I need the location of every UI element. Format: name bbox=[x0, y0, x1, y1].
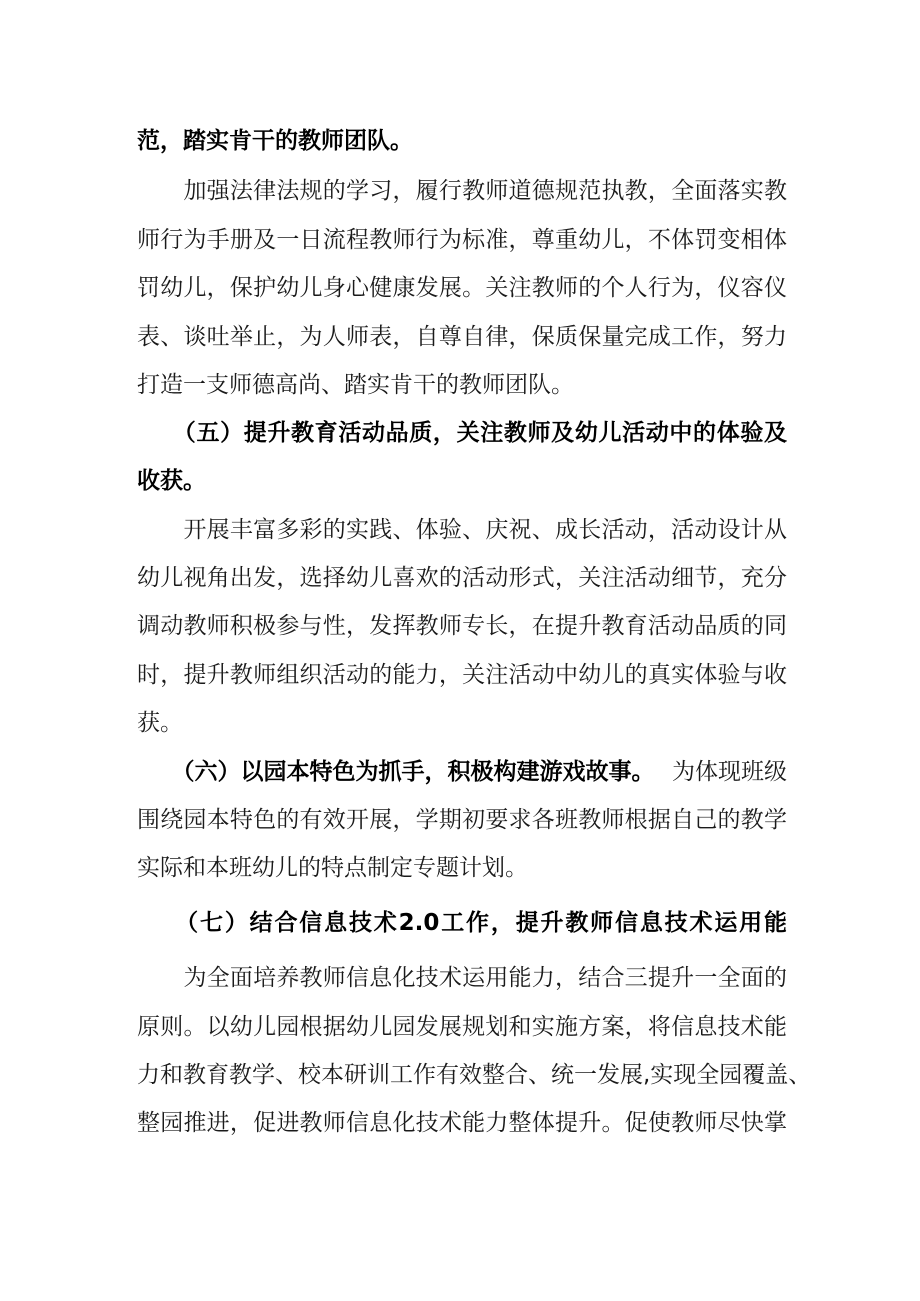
text-line: 实际和本班幼儿的特点制定专题计划。 bbox=[137, 855, 528, 881]
text-line: 原则。以幼儿园根据幼儿园发展规划和实施方案，将信息技术能 bbox=[137, 1014, 787, 1040]
text-line: 打造一支师德高尚、踏实肯干的教师团队。 bbox=[137, 372, 574, 398]
text-line: 整园推进，促进教师信息化技术能力整体提升。促使教师尽快掌 bbox=[137, 1110, 787, 1136]
text-line: 师行为手册及一日流程教师行为标准，尊重幼儿，不体罚变相体 bbox=[137, 227, 787, 253]
text-line: 获。 bbox=[137, 710, 183, 736]
text-line: 表、谈吐举止，为人师表，自尊自律，保质保量完成工作，努力 bbox=[137, 324, 787, 350]
section-6-line bbox=[137, 757, 787, 787]
text-line: 力和教育教学、校本研训工作有效整合、统一发展,实现全园覆盖、 bbox=[137, 1062, 812, 1088]
section-heading-7: （七）结合信息技术2.0工作，提升教师信息技术运用能 bbox=[137, 910, 787, 936]
text-line: 调动教师积极参与性，发挥教师专长，在提升教育活动品质的同 bbox=[137, 613, 787, 639]
text-inline: 为体现班级 bbox=[672, 759, 787, 785]
text-line: 罚幼儿，保护幼儿身心健康发展。关注教师的个人行为，仪容仪 bbox=[137, 275, 787, 301]
text-line: 为全面培养教师信息化技术运用能力，结合三提升一全面的 bbox=[137, 965, 787, 991]
text-line: 幼儿视角出发，选择幼儿喜欢的活动形式，关注活动细节，充分 bbox=[137, 565, 787, 591]
section-heading-5: （五）提升教育活动品质，关注教师及幼儿活动中的体验及 bbox=[137, 420, 787, 446]
text-line: 开展丰富多彩的实践、体验、庆祝、成长活动，活动设计从 bbox=[137, 517, 787, 543]
section-heading-6: （六）以园本特色为抓手，积极构建游戏故事。 bbox=[137, 759, 655, 785]
text-line: 范，踏实肯干的教师团队。 bbox=[137, 128, 413, 154]
text-line: 时，提升教师组织活动的能力，关注活动中幼儿的真实体验与收 bbox=[137, 662, 787, 688]
text-line: 围绕园本特色的有效开展，学期初要求各班教师根据自己的教学 bbox=[137, 807, 787, 833]
section-heading-5-cont: 收获。 bbox=[137, 468, 206, 494]
text-line: 加强法律法规的学习，履行教师道德规范执教，全面落实教 bbox=[137, 178, 787, 204]
